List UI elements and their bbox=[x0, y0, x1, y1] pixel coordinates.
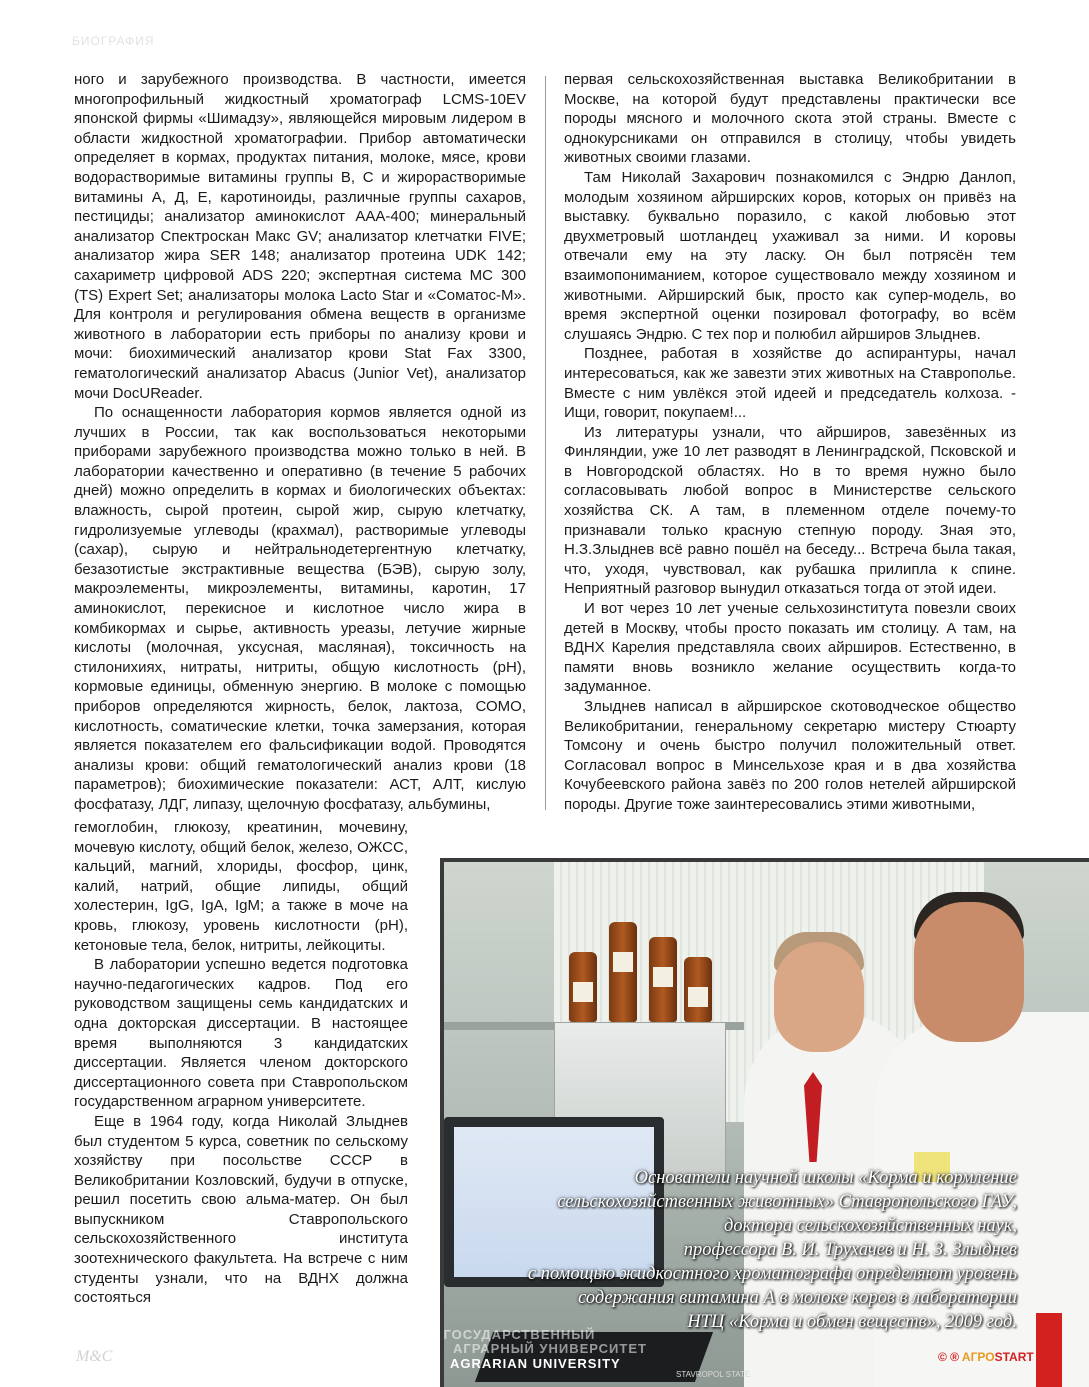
reagent-bottle bbox=[684, 957, 712, 1022]
paragraph: Позднее, работая в хозяйстве до аспирантуры, начал интересоваться, как же завезти этих животных на Ставрополье. Вместе с ним увлёкся этой идеей и председатель колхоза. - Ищи, говорит, покупаем!... bbox=[564, 345, 1016, 422]
paragraph: ного и зарубежного производства. В частности, имеется многопрофильный жидкостный хроматограф LCMS-10EV японской фирмы «Шимадзу», являющейся мировым лидером в области жидкостной хроматографии. Прибор автоматически определяет в кормах, продуктах питания, молоке, мясе, крови водорастворимые витамины группы В, С и жирорастворимые витамины А, Д, Е, каротиноиды, различные группы сахаров, пестициды; анализатор аминокислот ААА-400; минеральный анализатор Спектроскан Макс GV; анализатор клетчатки FIVE; анализатор жира SER 148; анализатор протеина UDK 142; сахариметр цифровой ADS 220; экспертная система МС 300 (TS) Expert Set; анализаторы молока Lacto Star и «Соматос-М». Для контроля и регулирования обмена веществ в организме животного в лаборатории есть приборы по анализу крови и мочи: биохимический анализатор крови Stat Fax 3300, гематологический анализатор Abacus (Junior Vet), анализатор мочи DocUReader. bbox=[74, 71, 526, 402]
page-signature: М&С bbox=[76, 1348, 113, 1365]
stavropol-state-label: STAVROPOL STATE bbox=[676, 1370, 751, 1379]
reagent-bottle bbox=[569, 952, 597, 1022]
paragraph: Еще в 1964 году, когда Николай Злыднев был студентом 5 курса, советник по сельскому хозяйству при посольстве СССР в Великобритании Козловский, будучи в отпуске, решил посетить свою альма-матер. Он был выпускником Ставропольского сельскохозяйственного института зоотехнического факультета. На встрече с ним студенты узнали, что на ВДНХ должна состояться bbox=[74, 1112, 408, 1307]
university-line-1: СТАВРОПОЛЬСКИЙ ГОСУДАРСТВЕННЫЙ bbox=[298, 1327, 596, 1342]
agrostart-logo bbox=[938, 1350, 1034, 1364]
section-header: БИОГРАФИЯ bbox=[72, 34, 155, 48]
paragraph: гемоглобин, глюкозу, креатинин, мочевину, мочевую кислоту, общий белок, железо, ОЖСС, кальций, магний, хлориды, фосфор, цинк, калий, натрий, общие липиды, общий холестерин, IgG, IgA, IgM; а также в моче на кровь, глюкозу, уровень кислотности (рН), кетоновые тела, белок, нитриты, лейкоциты. bbox=[74, 819, 408, 954]
university-name bbox=[298, 1328, 647, 1356]
caption-line: содержания витамина А в молоке коров в лаборатории bbox=[578, 1288, 1017, 1308]
caption-line: НТЦ «Корма и обмен веществ», 2009 год. bbox=[687, 1312, 1017, 1332]
caption-line: Основатели научной школы «Корма и кормление bbox=[634, 1168, 1017, 1188]
caption-line: сельскохозяйственных животных» Ставропольского ГАУ, bbox=[557, 1192, 1017, 1212]
university-line-2: АГРАРНЫЙ УНИВЕРСИТЕТ bbox=[453, 1341, 647, 1356]
caption-line: профессора В. И. Трухачев и Н. З. Злыднев bbox=[683, 1240, 1017, 1260]
column-divider bbox=[545, 76, 546, 810]
reagent-bottle bbox=[649, 937, 677, 1022]
page-accent-bar bbox=[1036, 1313, 1062, 1387]
reagent-bottle bbox=[609, 922, 637, 1022]
caption-line: доктора сельскохозяйственных наук, bbox=[723, 1216, 1017, 1236]
paragraph: И вот через 10 лет ученые сельхозинститута повезли своих детей в Москву, чтобы просто показать им столицу. А там, на ВДНХ Карелия представляла своих айрширов. Естественно, в памяти вновь возникло желание осуществить когда-то задуманное. bbox=[564, 600, 1016, 696]
paragraph: По оснащенности лаборатория кормов является одной из лучших в России, так как воспользоваться некоторыми приборами зарубежного производства можно только в ней. В лаборатории качественно и оперативно (в течение 5 рабочих дней) можно определить в кормах и биологических объектах: влажность, сырой протеин, сырой жир, сырую клетчатку, гидролизуемые углеводы (крахмал), растворимые углеводы (сахар), сырую и нейтральнодетергентную клетчатку, безазотистые экстрактивные вещества (БЭВ), сырую золу, макроэлементы, микроэлементы, витамины, каротин, 17 аминокислот, перекисное и кислотное число жира в комбикормах и сырье, активность уреазы, летучие жирные кислоты (молочная, уксусная, масляная), токсичность на стилонихиях, нитраты, нитриты, общую кислотность (рН), кормовые единицы, обменную энергию. В молоке с помощью приборов определяются жирность, белок, лактоза, СОМО, кислотность, соматические клетки, точка замерзания, которая является показателем его фальсификации водой. Проводятся анализы крови: общий гематологический анализ крови (18 параметров); биохимические показатели: АСТ, АЛТ, кислую фосфатазу, ЛДГ, липазу, щелочную фосфатазу, альбумины, bbox=[74, 404, 526, 813]
photo-caption bbox=[517, 1166, 1017, 1334]
caption-line: с помощью жидкостного хроматографа определяют уровень bbox=[527, 1264, 1017, 1284]
agrarian-university-label: AGRARIAN UNIVERSITY bbox=[450, 1356, 621, 1371]
left-column-narrow bbox=[74, 818, 408, 1308]
brand-start: START bbox=[994, 1350, 1034, 1364]
paragraph: Там Николай Захарович познакомился с Эндрю Данлоп, молодым хозяином айрширских коров, которых он привёз на выставку. буквально поразило, с какой любовью этот двухметровый шотландец ухаживал за ними. И коровы отвечали ему на эту ласку. Он был потрясён тем взаимопониманием, которое существовало между хозяином и животными. Айрширский бык, просто как супер-модель, во время экспертной оценки позировал фотографу, во всём слушаясь Эндрю. С тех пор и полюбил айрширов Злыднев. bbox=[564, 168, 1016, 343]
paragraph: Злыднев написал в айрширское скотоводческое общество Великобритании, генеральному секретарю мистеру Стюарту Томсону и очень быстро получил положительный ответ. Согласовал вопрос в Минсельхозе края и в два хозяйства Кочубеевского района завёз по 200 голов нетелей айрширской породы. Другие тоже заинтересовались этими животными, bbox=[564, 698, 1016, 813]
paragraph: В лаборатории успешно ведется подготовка научно-педагогических кадров. Под его руководством защищены семь кандидатских и одна докторская диссертации. В настоящее время выполняются 3 кандидатских диссертации. Является членом докторского диссертационного совета при Ставропольском государственном аграрном университете. bbox=[74, 956, 408, 1111]
brand-agro: AГРО bbox=[961, 1350, 995, 1364]
paragraph: Из литературы узнали, что айрширов, завезённых из Финляндии, уже 10 лет разводят в Ленинградской, Псковской и в Новгородской областях. Но в то время нужно было согласовывать любой вопрос в Министерстве сельского хозяйства СК. А там, в племенном отделе почему-то признавали только красную степную породу. Зная это, Н.З.Злыднев всё равно пошёл на беседу... Встреча была такая, что, уходя, чувствовал, как рубашка прилипла к спине. Неприятный разговор вынудил отказаться тогда от этой идеи. bbox=[564, 423, 1016, 598]
left-column bbox=[74, 70, 526, 815]
paragraph: первая сельскохозяйственная выставка Великобритании в Москве, на которой будут представлены практически все породы мясного и молочного скота этой страны. Вместе с однокурсниками он отправился в столицу, чтобы увидеть животных своими глазами. bbox=[564, 71, 1016, 167]
right-column bbox=[564, 70, 1016, 815]
brand-prefix: © ® bbox=[938, 1350, 960, 1364]
